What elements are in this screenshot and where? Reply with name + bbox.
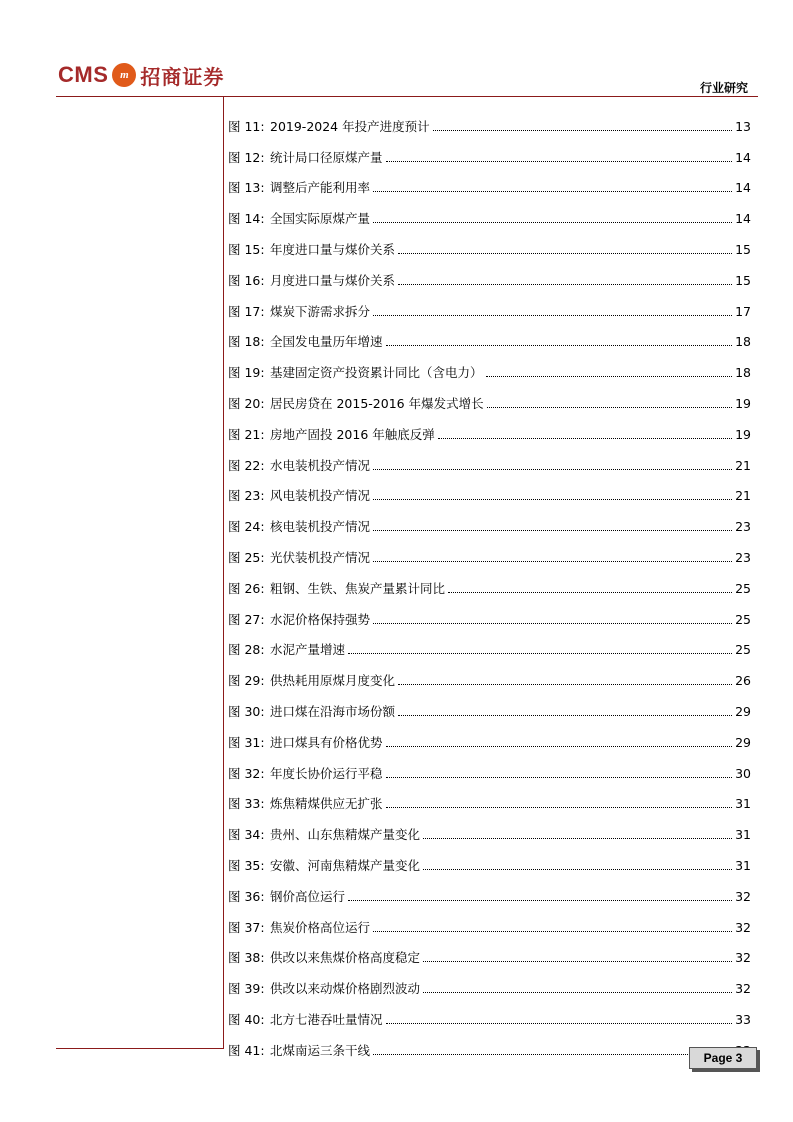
footer-divider bbox=[56, 1048, 224, 1049]
figure-title: 月度进口量与煤价关系 bbox=[270, 272, 396, 288]
toc-entry[interactable] bbox=[228, 504, 751, 535]
toc-entry[interactable] bbox=[228, 751, 751, 782]
dot-leader bbox=[438, 437, 732, 439]
dot-leader bbox=[386, 160, 733, 162]
dot-leader bbox=[433, 129, 732, 131]
figure-label: 图 27: bbox=[228, 611, 265, 627]
figure-label: 图 29: bbox=[228, 673, 265, 689]
dot-leader bbox=[486, 375, 733, 377]
dot-leader bbox=[348, 899, 732, 901]
toc-entry[interactable] bbox=[228, 966, 751, 997]
toc-entry[interactable] bbox=[228, 412, 751, 443]
figure-label: 图 40: bbox=[228, 1011, 265, 1027]
logo-text: CMS bbox=[58, 62, 109, 87]
figure-label: 图 39: bbox=[228, 981, 265, 997]
toc-entry[interactable] bbox=[228, 1028, 751, 1059]
figure-label: 图 37: bbox=[228, 919, 265, 935]
figure-label: 图 13: bbox=[228, 180, 265, 196]
toc-entry[interactable] bbox=[228, 443, 751, 474]
figure-title: 粗钢、生铁、焦炭产量累计同比 bbox=[270, 580, 446, 596]
figure-title: 供改以来动煤价格剧烈波动 bbox=[270, 981, 421, 997]
figure-label: 图 21: bbox=[228, 426, 265, 442]
logo-emblem-icon: m bbox=[112, 63, 136, 87]
figure-title: 焦炭价格高位运行 bbox=[270, 919, 371, 935]
figure-label: 图 17: bbox=[228, 303, 265, 319]
figure-label: 图 15: bbox=[228, 241, 265, 257]
toc-entry[interactable] bbox=[228, 320, 751, 351]
figure-label: 图 26: bbox=[228, 580, 265, 596]
figure-page-number: 19 bbox=[735, 395, 751, 411]
left-margin-divider bbox=[223, 96, 224, 1048]
figure-label: 图 41: bbox=[228, 1042, 265, 1058]
figure-label: 图 25: bbox=[228, 549, 265, 565]
figure-page-number: 31 bbox=[735, 827, 751, 843]
dot-leader bbox=[386, 745, 733, 747]
toc-entry[interactable] bbox=[228, 936, 751, 967]
toc-entry[interactable] bbox=[228, 258, 751, 289]
dot-leader bbox=[386, 344, 733, 346]
figure-label: 图 12: bbox=[228, 149, 265, 165]
dot-leader bbox=[373, 529, 732, 531]
toc-entry[interactable] bbox=[228, 905, 751, 936]
dot-leader bbox=[386, 776, 733, 778]
figure-title: 供改以来焦煤价格高度稳定 bbox=[270, 950, 421, 966]
figure-title: 北方七港吞吐量情况 bbox=[270, 1011, 383, 1027]
toc-entry[interactable] bbox=[228, 720, 751, 751]
figure-label: 图 20: bbox=[228, 395, 265, 411]
toc-entry[interactable] bbox=[228, 289, 751, 320]
figure-page-number: 31 bbox=[735, 796, 751, 812]
toc-entry[interactable] bbox=[228, 474, 751, 505]
toc-entry[interactable] bbox=[228, 874, 751, 905]
dot-leader bbox=[487, 406, 733, 408]
figure-page-number: 15 bbox=[735, 241, 751, 257]
figure-title: 进口煤在沿海市场份额 bbox=[270, 703, 396, 719]
figure-page-number: 32 bbox=[735, 950, 751, 966]
figure-page-number: 29 bbox=[735, 734, 751, 750]
figure-page-number: 25 bbox=[735, 580, 751, 596]
toc-entry[interactable] bbox=[228, 658, 751, 689]
figure-page-number: 18 bbox=[735, 365, 751, 381]
dot-leader bbox=[373, 314, 732, 316]
dot-leader bbox=[373, 221, 732, 223]
dot-leader bbox=[398, 714, 732, 716]
figure-label: 图 11: bbox=[228, 118, 265, 134]
toc-entry[interactable] bbox=[228, 628, 751, 659]
dot-leader bbox=[423, 991, 732, 993]
figure-title: 煤炭下游需求拆分 bbox=[270, 303, 371, 319]
dot-leader bbox=[373, 1053, 732, 1055]
figure-title: 进口煤具有价格优势 bbox=[270, 734, 383, 750]
section-label: 行业研究 bbox=[699, 81, 748, 95]
toc-entry[interactable] bbox=[228, 812, 751, 843]
toc-entry[interactable] bbox=[228, 227, 751, 258]
figure-label: 图 34: bbox=[228, 827, 265, 843]
toc-entry[interactable] bbox=[228, 689, 751, 720]
figure-title: 贵州、山东焦精煤产量变化 bbox=[270, 827, 421, 843]
figure-label: 图 24: bbox=[228, 519, 265, 535]
figure-label: 图 18: bbox=[228, 334, 265, 350]
company-logo bbox=[58, 60, 224, 90]
figure-title: 炼焦精煤供应无扩张 bbox=[270, 796, 383, 812]
toc-entry[interactable] bbox=[228, 135, 751, 166]
toc-entry[interactable] bbox=[228, 997, 751, 1028]
figure-title: 北煤南运三条干线 bbox=[270, 1042, 371, 1058]
figure-label: 图 16: bbox=[228, 272, 265, 288]
figure-page-number: 32 bbox=[735, 919, 751, 935]
figure-title: 安徽、河南焦精煤产量变化 bbox=[270, 857, 421, 873]
dot-leader bbox=[348, 652, 732, 654]
figure-title: 基建固定资产投资累计同比（含电力） bbox=[270, 365, 483, 381]
figure-label: 图 33: bbox=[228, 796, 265, 812]
dot-leader bbox=[398, 252, 732, 254]
figure-label: 图 28: bbox=[228, 642, 265, 658]
figure-page-number: 21 bbox=[735, 488, 751, 504]
figure-page-number: 25 bbox=[735, 642, 751, 658]
toc-entry[interactable] bbox=[228, 843, 751, 874]
toc-entry[interactable] bbox=[228, 535, 751, 566]
header-divider bbox=[56, 96, 758, 97]
dot-leader bbox=[373, 190, 732, 192]
dot-leader bbox=[373, 622, 732, 624]
toc-entry[interactable] bbox=[228, 381, 751, 412]
figure-label: 图 14: bbox=[228, 211, 265, 227]
figure-title: 居民房贷在 2015-2016 年爆发式增长 bbox=[270, 395, 484, 411]
figure-page-number: 14 bbox=[735, 211, 751, 227]
dot-leader bbox=[373, 560, 732, 562]
figure-title: 钢价高位运行 bbox=[270, 888, 346, 904]
toc-entry[interactable] bbox=[228, 104, 751, 135]
figure-title: 核电装机投产情况 bbox=[270, 519, 371, 535]
dot-leader bbox=[423, 960, 732, 962]
dot-leader bbox=[423, 868, 732, 870]
dot-leader bbox=[386, 1022, 733, 1024]
toc-entry[interactable] bbox=[228, 597, 751, 628]
figure-label: 图 38: bbox=[228, 950, 265, 966]
figure-title: 全国实际原煤产量 bbox=[270, 211, 371, 227]
figure-page-number: 29 bbox=[735, 703, 751, 719]
figure-title: 年度长协价运行平稳 bbox=[270, 765, 383, 781]
toc-entry[interactable] bbox=[228, 196, 751, 227]
figure-label: 图 35: bbox=[228, 857, 265, 873]
figure-title: 统计局口径原煤产量 bbox=[270, 149, 383, 165]
toc-entry[interactable] bbox=[228, 166, 751, 197]
figure-page-number: 33 bbox=[735, 1011, 751, 1027]
dot-leader bbox=[448, 591, 732, 593]
figure-page-number: 14 bbox=[735, 149, 751, 165]
figure-page-number: 23 bbox=[735, 519, 751, 535]
dot-leader bbox=[373, 468, 732, 470]
figure-page-number: 32 bbox=[735, 981, 751, 997]
figure-title: 年度进口量与煤价关系 bbox=[270, 241, 396, 257]
toc-entry[interactable] bbox=[228, 350, 751, 381]
figure-label: 图 32: bbox=[228, 765, 265, 781]
figure-title: 水电装机投产情况 bbox=[270, 457, 371, 473]
figure-page-number: 13 bbox=[735, 118, 751, 134]
toc-entry[interactable] bbox=[228, 566, 751, 597]
figure-page-number: 19 bbox=[735, 426, 751, 442]
dot-leader bbox=[373, 498, 732, 500]
figure-page-number: 15 bbox=[735, 272, 751, 288]
figure-label: 图 30: bbox=[228, 703, 265, 719]
dot-leader bbox=[373, 930, 732, 932]
logo-chinese-name: 招商证券 bbox=[140, 64, 225, 89]
dot-leader bbox=[398, 283, 732, 285]
figure-page-number: 14 bbox=[735, 180, 751, 196]
dot-leader bbox=[386, 806, 733, 808]
figure-title: 2019-2024 年投产进度预计 bbox=[270, 118, 430, 134]
figure-title: 风电装机投产情况 bbox=[270, 488, 371, 504]
figure-page-number: 30 bbox=[735, 765, 751, 781]
figure-title: 供热耗用原煤月度变化 bbox=[270, 673, 396, 689]
dot-leader bbox=[398, 683, 732, 685]
figure-title: 光伏装机投产情况 bbox=[270, 549, 371, 565]
figure-title: 水泥价格保持强势 bbox=[270, 611, 371, 627]
figure-label: 图 22: bbox=[228, 457, 265, 473]
figure-page-number: 31 bbox=[735, 857, 751, 873]
figure-page-number: 21 bbox=[735, 457, 751, 473]
toc-entry[interactable] bbox=[228, 782, 751, 813]
figure-page-number: 18 bbox=[735, 334, 751, 350]
figure-title: 调整后产能利用率 bbox=[270, 180, 371, 196]
figure-title: 水泥产量增速 bbox=[270, 642, 346, 658]
figure-page-number: 32 bbox=[735, 888, 751, 904]
figure-label: 图 23: bbox=[228, 488, 265, 504]
figure-table-of-contents bbox=[228, 104, 751, 1059]
figure-label: 图 36: bbox=[228, 888, 265, 904]
figure-title: 全国发电量历年增速 bbox=[270, 334, 383, 350]
figure-label: 图 31: bbox=[228, 734, 265, 750]
figure-page-number: 17 bbox=[735, 303, 751, 319]
figure-label: 图 19: bbox=[228, 365, 265, 381]
figure-page-number: 23 bbox=[735, 549, 751, 565]
figure-page-number: 26 bbox=[735, 673, 751, 689]
dot-leader bbox=[423, 837, 732, 839]
page-number: Page 3 bbox=[689, 1047, 757, 1069]
figure-page-number: 25 bbox=[735, 611, 751, 627]
figure-title: 房地产固投 2016 年触底反弹 bbox=[270, 426, 435, 442]
